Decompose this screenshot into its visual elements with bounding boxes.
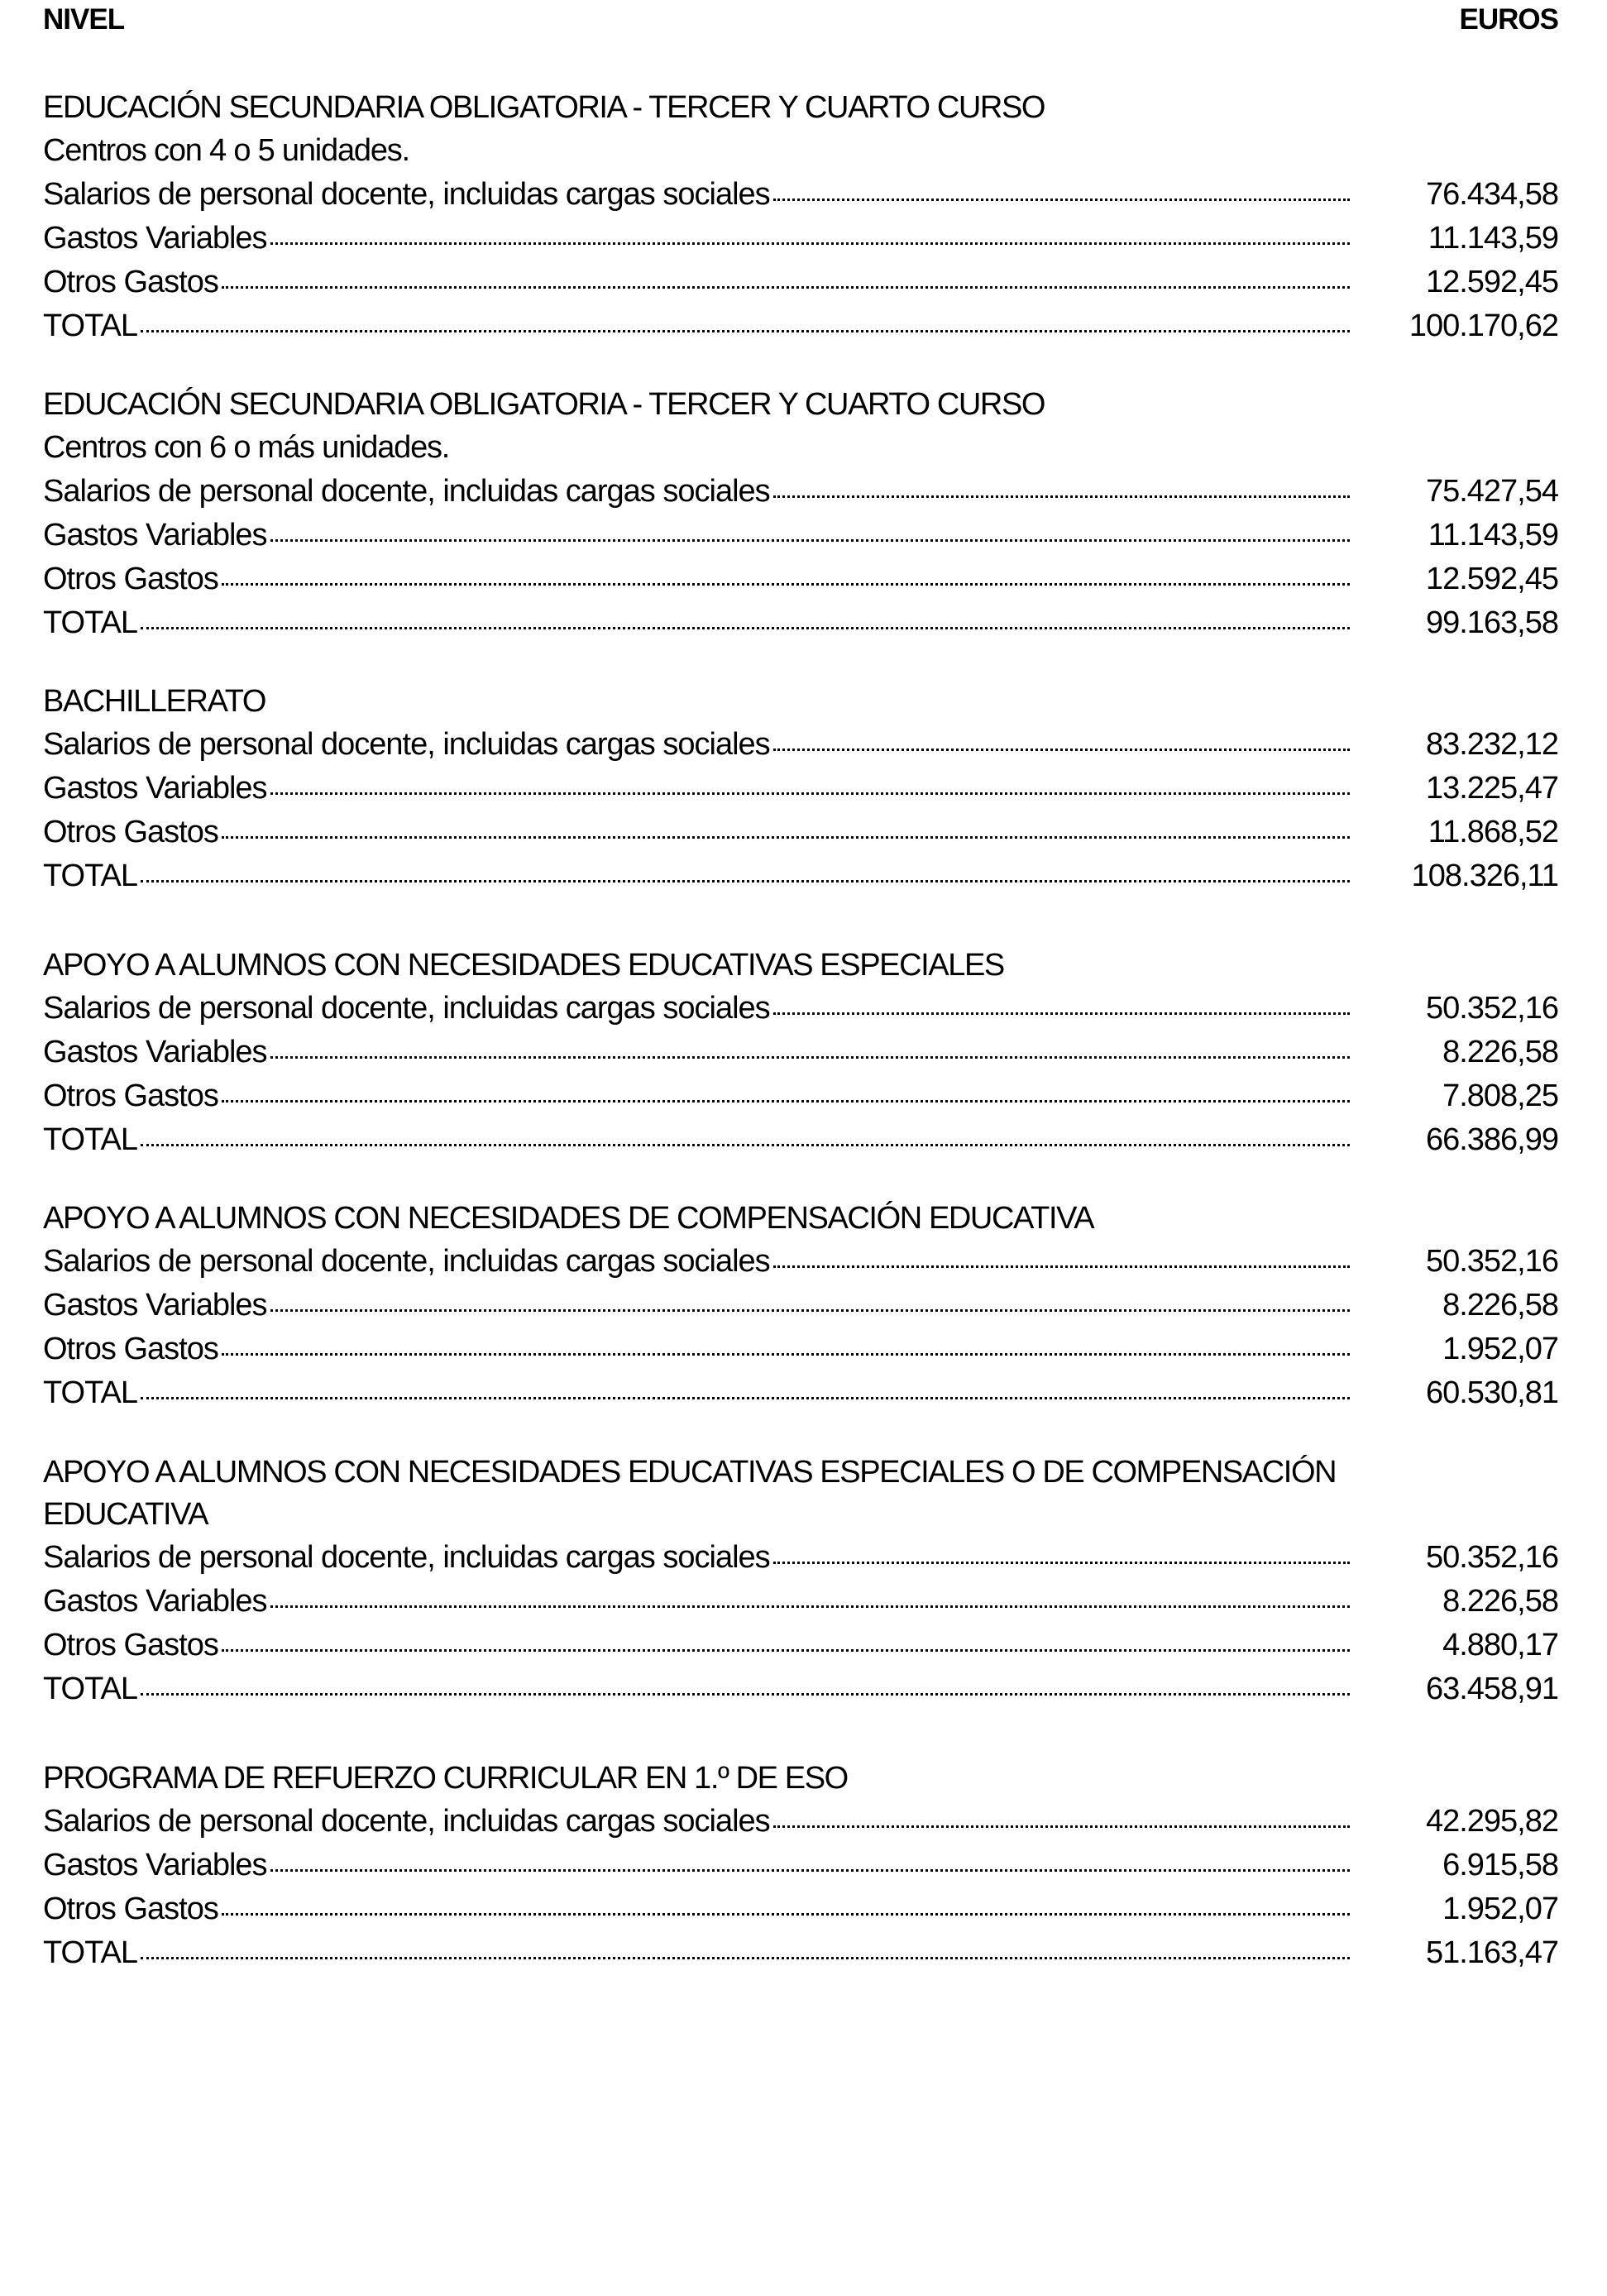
document-page [43, 0, 1558, 1975]
expense-row [43, 1074, 1558, 1118]
expense-row [43, 811, 1558, 854]
dot-leader [773, 1562, 1350, 1564]
dot-leader [773, 749, 1350, 751]
dot-leader [270, 242, 1350, 245]
row-amount: 7.808,25 [1442, 1079, 1558, 1113]
dot-leader [773, 199, 1350, 201]
dot-leader [773, 1825, 1350, 1828]
dot-leader [270, 1605, 1350, 1608]
row-amount: 12.592,45 [1425, 265, 1558, 299]
dot-leader [141, 627, 1350, 629]
budget-section [43, 1452, 1558, 1711]
row-label: TOTAL [43, 1672, 137, 1706]
row-label: Otros Gastos [43, 1892, 218, 1926]
row-amount: 13.225,47 [1425, 771, 1558, 806]
row-label: TOTAL [43, 605, 137, 640]
dot-leader [222, 1100, 1350, 1103]
expense-row [43, 173, 1558, 217]
expense-row [43, 1844, 1558, 1887]
section-title: EDUCACIÓN SECUNDARIA OBLIGATORIA - TERCER Y CUARTO CURSO [43, 387, 1045, 422]
row-label: TOTAL [43, 859, 137, 893]
row-label: Salarios de personal docente, incluidas cargas sociales [43, 1540, 770, 1575]
total-row [43, 601, 1558, 645]
row-amount: 50.352,16 [1425, 1244, 1558, 1279]
row-label: TOTAL [43, 1935, 137, 1970]
row-label: Salarios de personal docente, incluidas cargas sociales [43, 474, 770, 509]
section-title: EDUCACIÓN SECUNDARIA OBLIGATORIA - TERCER Y CUARTO CURSO [43, 90, 1045, 125]
row-amount: 12.592,45 [1425, 562, 1558, 596]
row-label: Salarios de personal docente, incluidas cargas sociales [43, 1244, 770, 1279]
row-amount: 99.163,58 [1425, 605, 1558, 640]
total-row [43, 304, 1558, 348]
row-amount: 4.880,17 [1442, 1628, 1558, 1662]
row-label: TOTAL [43, 1122, 137, 1157]
expense-row [43, 261, 1558, 304]
row-label: TOTAL [43, 309, 137, 343]
budget-section [43, 681, 1558, 898]
dot-leader [141, 880, 1350, 883]
dot-leader [141, 1397, 1350, 1399]
budget-section [43, 384, 1558, 645]
dot-leader [141, 1693, 1350, 1696]
row-amount: 1.952,07 [1442, 1892, 1558, 1926]
dot-leader [270, 1869, 1350, 1872]
budget-section [43, 1758, 1558, 1975]
row-amount: 11.143,59 [1428, 221, 1558, 256]
row-label: Otros Gastos [43, 1079, 218, 1113]
section-title: APOYO A ALUMNOS CON NECESIDADES EDUCATIVAS ESPECIALES O DE COMPENSACIÓN [43, 1455, 1337, 1490]
expense-row [43, 217, 1558, 261]
row-amount: 83.232,12 [1425, 727, 1558, 762]
budget-section [43, 87, 1558, 348]
dot-leader [270, 792, 1350, 795]
dot-leader [141, 1957, 1350, 1959]
total-row [43, 1667, 1558, 1711]
section-title: EDUCATIVA [43, 1497, 208, 1532]
row-label: Otros Gastos [43, 562, 218, 596]
row-label: Otros Gastos [43, 815, 218, 849]
expense-row [43, 1800, 1558, 1844]
dot-leader [141, 1144, 1350, 1146]
section-title: PROGRAMA DE REFUERZO CURRICULAR EN 1.º DE ESO [43, 1761, 848, 1796]
row-label: Gastos Variables [43, 1848, 267, 1882]
column-header-euros: EUROS [1459, 3, 1558, 36]
dot-leader [270, 539, 1350, 542]
row-label: Salarios de personal docente, incluidas cargas sociales [43, 177, 770, 212]
row-amount: 60.530,81 [1425, 1375, 1558, 1410]
expense-row [43, 514, 1558, 557]
expense-row [43, 1536, 1558, 1580]
dot-leader [270, 1309, 1350, 1312]
expense-row [43, 1240, 1558, 1284]
dot-leader [222, 836, 1350, 839]
row-label: Salarios de personal docente, incluidas cargas sociales [43, 1804, 770, 1839]
section-title: APOYO A ALUMNOS CON NECESIDADES EDUCATIVAS ESPECIALES [43, 948, 1004, 983]
dot-leader [773, 1265, 1350, 1268]
row-amount: 8.226,58 [1442, 1035, 1558, 1069]
dot-leader [222, 286, 1350, 289]
expense-row [43, 1624, 1558, 1667]
row-amount: 66.386,99 [1425, 1122, 1558, 1157]
section-title: BACHILLERATO [43, 684, 265, 719]
dot-leader [222, 1649, 1350, 1652]
row-label: Gastos Variables [43, 518, 267, 552]
row-label: Gastos Variables [43, 1035, 267, 1069]
row-amount: 1.952,07 [1442, 1332, 1558, 1366]
row-label: Otros Gastos [43, 1332, 218, 1366]
row-amount: 42.295,82 [1425, 1804, 1558, 1839]
row-label: Gastos Variables [43, 221, 267, 256]
total-row [43, 1371, 1558, 1415]
dot-leader [773, 495, 1350, 498]
row-label: Gastos Variables [43, 1288, 267, 1323]
row-amount: 63.458,91 [1425, 1672, 1558, 1706]
row-label: Salarios de personal docente, incluidas cargas sociales [43, 991, 770, 1026]
section-title: APOYO A ALUMNOS CON NECESIDADES DE COMPENSACIÓN EDUCATIVA [43, 1201, 1094, 1236]
row-amount: 100.170,62 [1409, 309, 1558, 343]
row-amount: 50.352,16 [1425, 1540, 1558, 1575]
expense-row [43, 1887, 1558, 1931]
row-label: TOTAL [43, 1375, 137, 1410]
column-header [43, 0, 1558, 43]
row-amount: 76.434,58 [1425, 177, 1558, 212]
expense-row [43, 767, 1558, 811]
row-amount: 51.163,47 [1425, 1935, 1558, 1970]
expense-row [43, 1580, 1558, 1624]
budget-section [43, 1198, 1558, 1415]
row-label: Otros Gastos [43, 1628, 218, 1662]
expense-row [43, 470, 1558, 514]
expense-row [43, 987, 1558, 1031]
row-amount: 11.143,59 [1428, 518, 1558, 552]
row-amount: 75.427,54 [1425, 474, 1558, 509]
expense-row [43, 723, 1558, 767]
expense-row [43, 1327, 1558, 1371]
row-amount: 11.868,52 [1428, 815, 1558, 849]
sections-container [43, 87, 1558, 1975]
dot-leader [270, 1056, 1350, 1059]
total-row [43, 1118, 1558, 1162]
expense-row [43, 1284, 1558, 1327]
row-amount: 8.226,58 [1442, 1288, 1558, 1323]
section-subtitle: Centros con 6 o más unidades. [43, 430, 450, 465]
row-amount: 8.226,58 [1442, 1584, 1558, 1619]
expense-row [43, 557, 1558, 601]
row-amount: 108.326,11 [1411, 859, 1558, 893]
budget-section [43, 945, 1558, 1162]
dot-leader [773, 1012, 1350, 1015]
total-row [43, 854, 1558, 898]
expense-row [43, 1031, 1558, 1074]
dot-leader [222, 1913, 1350, 1916]
row-label: Otros Gastos [43, 265, 218, 299]
dot-leader [141, 330, 1350, 332]
column-header-nivel: NIVEL [43, 3, 125, 36]
row-amount: 6.915,58 [1442, 1848, 1558, 1882]
row-label: Salarios de personal docente, incluidas cargas sociales [43, 727, 770, 762]
row-label: Gastos Variables [43, 771, 267, 806]
row-label: Gastos Variables [43, 1584, 267, 1619]
dot-leader [222, 1353, 1350, 1356]
section-subtitle: Centros con 4 o 5 unidades. [43, 133, 409, 168]
row-amount: 50.352,16 [1425, 991, 1558, 1026]
total-row [43, 1931, 1558, 1975]
dot-leader [222, 583, 1350, 586]
